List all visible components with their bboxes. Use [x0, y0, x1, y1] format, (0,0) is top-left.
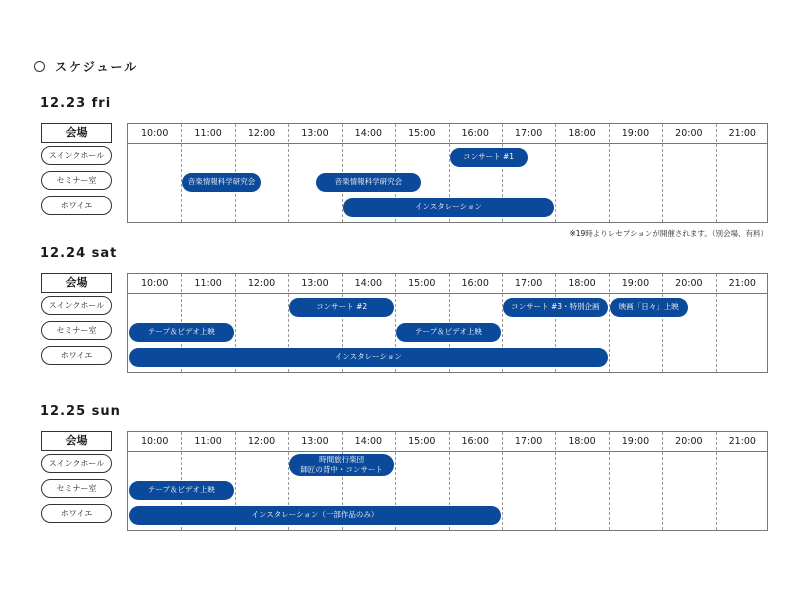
- day-title: 12.24 sat: [40, 246, 118, 261]
- venue-label: ホワイエ: [41, 504, 112, 523]
- event-bar[interactable]: テープ＆ビデオ上映: [129, 323, 234, 342]
- time-slot-label: 20:00: [675, 128, 703, 139]
- grid-line: [662, 274, 663, 372]
- schedule-grid: [127, 431, 768, 531]
- event-bar[interactable]: インスタレーション（一部作品のみ）: [129, 506, 501, 525]
- time-slot-label: 16:00: [461, 278, 489, 289]
- event-bar[interactable]: テープ＆ビデオ上映: [396, 323, 501, 342]
- circle-outline-icon: [34, 61, 45, 72]
- time-header-row: [128, 124, 767, 144]
- time-header-row: [128, 432, 767, 452]
- grid-line: [555, 124, 556, 222]
- event-bar[interactable]: コンサート #2: [289, 298, 394, 317]
- day-title: 12.23 fri: [40, 96, 112, 111]
- grid-line: [609, 274, 610, 372]
- venue-label: スインクホール: [41, 146, 112, 165]
- event-bar[interactable]: テープ＆ビデオ上映: [129, 481, 234, 500]
- grid-line: [502, 432, 503, 530]
- grid-line: [662, 124, 663, 222]
- grid-line: [555, 432, 556, 530]
- time-slot-label: 19:00: [621, 278, 650, 289]
- time-slot-label: 15:00: [408, 128, 436, 139]
- time-slot-label: 20:00: [675, 278, 703, 289]
- venue-label: セミナー室: [41, 171, 112, 190]
- time-slot-label: 20:00: [675, 436, 703, 447]
- time-slot-label: 13:00: [301, 436, 329, 447]
- time-slot-label: 12:00: [247, 436, 276, 447]
- time-slot-label: 18:00: [568, 436, 596, 447]
- grid-line: [716, 432, 717, 530]
- grid-line: [716, 274, 717, 372]
- venue-label: セミナー室: [41, 321, 112, 340]
- venue-label: スインクホール: [41, 296, 112, 315]
- schedule-grid: [127, 273, 768, 373]
- time-slot-label: 10:00: [141, 436, 169, 447]
- time-slot-label: 19:00: [621, 436, 650, 447]
- time-slot-label: 17:00: [514, 128, 543, 139]
- event-bar[interactable]: コンサート #1: [450, 148, 528, 167]
- time-slot-label: 17:00: [514, 278, 543, 289]
- time-header-row: [128, 274, 767, 294]
- grid-line: [181, 124, 182, 222]
- venue-header: 会場: [41, 273, 112, 293]
- time-slot-label: 15:00: [408, 436, 436, 447]
- time-slot-label: 17:00: [514, 436, 543, 447]
- grid-line: [288, 124, 289, 222]
- time-slot-label: 11:00: [194, 436, 222, 447]
- page-header: [34, 58, 138, 75]
- grid-line: [662, 432, 663, 530]
- grid-line: [716, 124, 717, 222]
- schedule-grid: [127, 123, 768, 223]
- time-slot-label: 21:00: [728, 278, 756, 289]
- time-slot-label: 13:00: [301, 128, 329, 139]
- time-slot-label: 18:00: [568, 128, 596, 139]
- event-bar[interactable]: コンサート #3・特別企画: [503, 298, 608, 317]
- time-slot-label: 15:00: [408, 278, 436, 289]
- venue-label: スインクホール: [41, 454, 112, 473]
- venue-label: ホワイエ: [41, 196, 112, 215]
- page-title: スケジュール: [55, 60, 139, 74]
- time-slot-label: 10:00: [141, 278, 169, 289]
- day-title: 12.25 sun: [40, 404, 121, 419]
- grid-line: [609, 432, 610, 530]
- time-slot-label: 14:00: [354, 128, 383, 139]
- time-slot-label: 18:00: [568, 278, 596, 289]
- time-slot-label: 19:00: [621, 128, 650, 139]
- time-slot-label: 11:00: [194, 128, 222, 139]
- event-bar[interactable]: 音楽情報科学研究会: [316, 173, 421, 192]
- event-bar[interactable]: 映画「日々」上映: [610, 298, 688, 317]
- event-bar[interactable]: 時間旅行楽団 師匠の背中・コンサート: [289, 454, 394, 476]
- time-slot-label: 13:00: [301, 278, 329, 289]
- venue-header: 会場: [41, 123, 112, 143]
- time-slot-label: 14:00: [354, 278, 383, 289]
- event-bar[interactable]: 音楽情報科学研究会: [182, 173, 260, 192]
- venue-label: セミナー室: [41, 479, 112, 498]
- time-slot-label: 16:00: [461, 436, 489, 447]
- event-bar[interactable]: インスタレーション: [129, 348, 608, 367]
- time-slot-label: 21:00: [728, 436, 756, 447]
- time-slot-label: 14:00: [354, 436, 383, 447]
- time-slot-label: 12:00: [247, 278, 276, 289]
- time-slot-label: 21:00: [728, 128, 756, 139]
- time-slot-label: 10:00: [141, 128, 169, 139]
- reception-note: ※19時よりレセプションが開催されます。（別会場、有料）: [569, 229, 768, 238]
- grid-line: [609, 124, 610, 222]
- event-bar[interactable]: インスタレーション: [343, 198, 555, 217]
- venue-header: 会場: [41, 431, 112, 451]
- venue-label: ホワイエ: [41, 346, 112, 365]
- time-slot-label: 16:00: [461, 128, 489, 139]
- time-slot-label: 12:00: [247, 128, 276, 139]
- time-slot-label: 11:00: [194, 278, 222, 289]
